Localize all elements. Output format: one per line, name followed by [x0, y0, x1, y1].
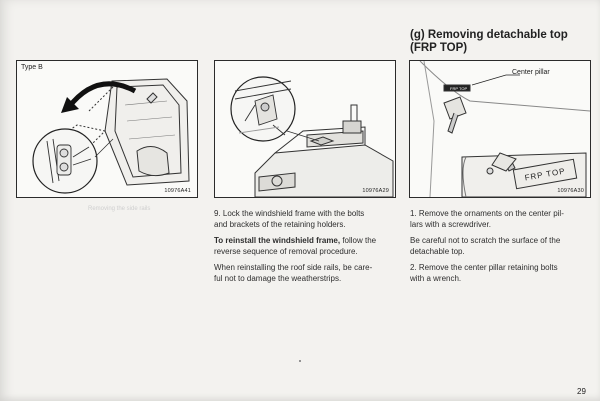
roof-rail-illustration	[215, 61, 395, 197]
figure-code: 10976A29	[362, 188, 389, 194]
bleed-through-text: Removing the side rails	[88, 206, 151, 212]
figure-roof-rails	[214, 60, 396, 198]
windshield-illustration	[17, 61, 197, 197]
middle-column-text	[214, 208, 396, 289]
figure-center-pillar	[409, 60, 591, 198]
figure-code: 10976A30	[557, 188, 584, 194]
caution-note: Be careful not to scratch the surface of the detachable top.	[410, 236, 561, 256]
center-pillar-callout: Center pillar	[512, 69, 550, 76]
frp-top-plate-text: FRP TOP	[523, 165, 567, 183]
page-speck	[299, 360, 301, 362]
figure-windshield-type-b	[16, 60, 198, 198]
reinstall-note: To reinstall the windshield frame, follow the reverse sequence of removal procedure.	[214, 236, 377, 256]
section-title-line1: (g) Removing detachable top	[410, 29, 568, 41]
step-9: 9. Lock the windshield frame with the bolts and brackets of the retaining holders.	[214, 209, 365, 229]
step-1: 1. Remove the ornaments on the center pil- lars with a screwdriver.	[410, 209, 564, 229]
step-2: 2. Remove the center pillar retaining bolts with a wrench.	[410, 263, 558, 283]
right-column-text	[410, 208, 592, 289]
page-number: 29	[577, 387, 586, 396]
section-title	[410, 29, 568, 55]
weatherstrip-note: When reinstalling the roof side rails, be care- ful not to damage the weatherstrips.	[214, 263, 373, 283]
figure-type-label: Type B	[21, 64, 43, 71]
section-title-line2: (FRP TOP)	[410, 42, 468, 54]
figure-code: 10976A41	[164, 188, 191, 194]
badge-text: FRP TOP	[450, 86, 468, 91]
